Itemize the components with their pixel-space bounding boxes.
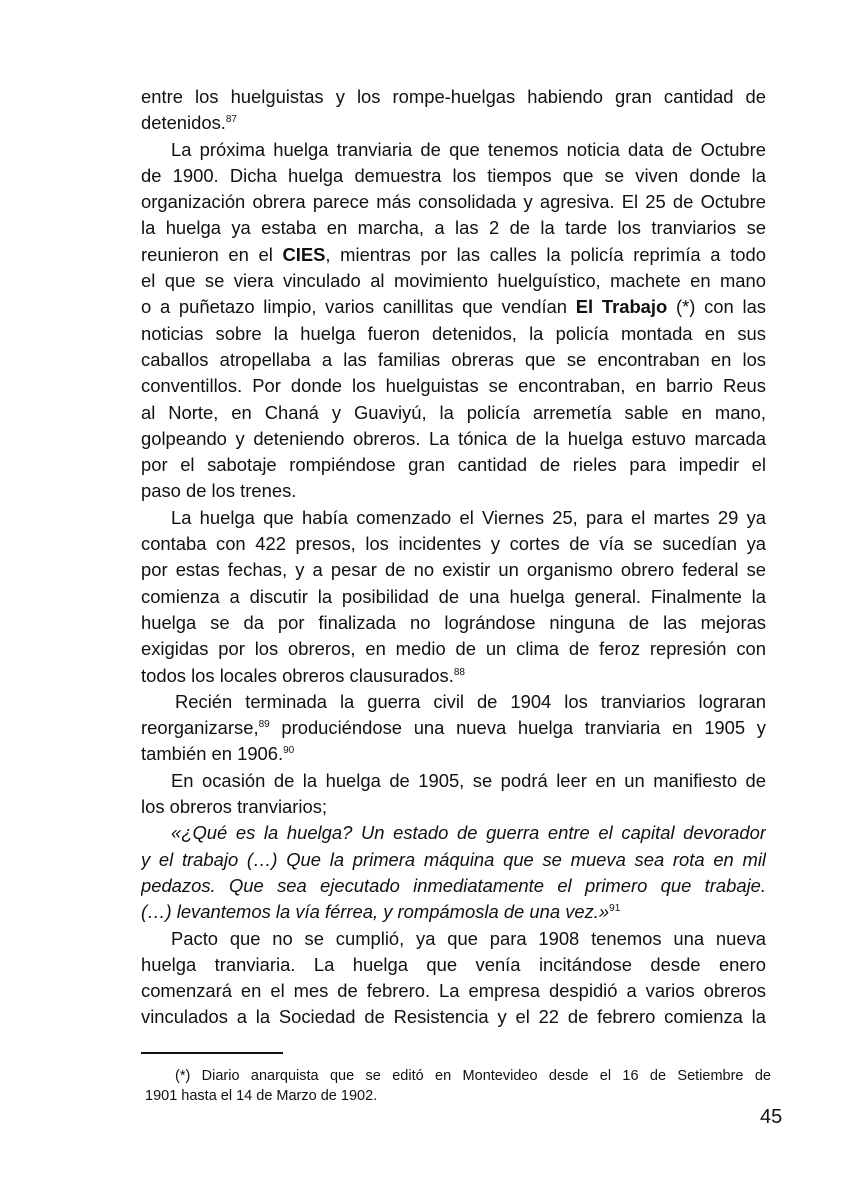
text-line: de 1900. Dicha huelga demuestra los tiempos que se viven donde la — [141, 164, 766, 186]
text-line: Pacto que no se cumplió, ya que para 1908 tenemos una nueva — [171, 927, 766, 949]
footnote-ref[interactable]: 87 — [225, 114, 237, 126]
text-span: o a puñetazo limpio, varios canillitas que vendían — [141, 296, 576, 318]
text-line: noticias sobre la huelga fueron detenidos, la policía montada en sus — [141, 322, 766, 344]
text-line: contaba con 422 presos, los incidentes y cortes de vía se sucedían ya — [141, 533, 766, 555]
text-line: la huelga ya estaba en marcha, a las 2 de la tarde los tranviarios se — [141, 217, 766, 239]
footnote-line: 1901 hasta el 14 de Marzo de 1902. — [145, 1088, 378, 1104]
page-body — [141, 84, 766, 1031]
text-span: produciéndose una nueva huelga tranviaria en 1905 y — [269, 717, 766, 739]
text-span: reunieron en el — [141, 243, 283, 265]
text-line — [141, 741, 766, 767]
quote-line — [141, 847, 766, 873]
footnote-ref[interactable]: 90 — [283, 745, 295, 757]
quote-text: y el trabajo (…) Que la primera máquina que se mueva sea rota en mil — [141, 848, 766, 870]
text-span: reorganizarse, — [141, 717, 259, 739]
text-line: La próxima huelga tranviaria de que tenemos noticia data de Octubre — [171, 138, 766, 160]
text-line: La huelga que había comenzado el Viernes 25, para el martes 29 ya — [171, 506, 766, 528]
quote-text: (…) levantemos la vía férrea, y rompámosla de una vez.» — [141, 901, 610, 923]
text-line: el que se viera vinculado al movimiento huelguístico, machete en mano — [141, 270, 766, 292]
text-line — [141, 294, 766, 320]
text-line: por estas fechas, y a pesar de no existir un organismo obrero federal se — [141, 559, 766, 581]
text-line: comienza a discutir la posibilidad de una huelga general. Finalmente la — [141, 585, 766, 607]
quote-line — [141, 873, 766, 899]
footnote — [145, 1066, 771, 1106]
quote-line — [141, 899, 766, 925]
footnote-ref[interactable]: 89 — [258, 719, 270, 731]
text-line: golpeando y deteniendo obreros. La tónica de la huelga estuvo marcada — [141, 427, 766, 449]
text-line: exigidas por los obreros, en medio de un clima de feroz represión con — [141, 638, 766, 660]
text-line: Recién terminada la guerra civil de 1904 los tranviarios lograran — [175, 690, 766, 712]
text-line: En ocasión de la huelga de 1905, se podrá leer en un manifiesto de — [171, 769, 766, 791]
text-line: los obreros tranviarios; — [141, 796, 328, 818]
text-line: organización obrera parece más consolidada y agresiva. El 25 de Octubre — [141, 191, 766, 213]
text-line — [141, 663, 766, 689]
quote-text: pedazos. Que sea ejecutado inmediatamente el primero que trabaje. — [141, 874, 766, 896]
footnote-divider — [141, 1052, 283, 1054]
footnote-line: (*) Diario anarquista que se editó en Montevideo desde el 16 de Setiembre de — [175, 1068, 771, 1084]
cies-bold: CIES — [282, 243, 326, 265]
text-line: paso de los trenes. — [141, 480, 297, 502]
text-line — [141, 242, 766, 268]
text-span: , mientras por las calles la policía reprimía a todo — [325, 243, 766, 265]
quote-text: «¿Qué es la huelga? Un estado de guerra entre el capital devorador — [171, 822, 766, 844]
text-line: caballos atropellaba a las familias obreras que se encontraban en los — [141, 348, 766, 370]
footnote-ref[interactable]: 88 — [453, 666, 465, 678]
text-line: al Norte, en Chaná y Guaviyú, la policía arremetía sable en mano, — [141, 401, 766, 423]
text-span: todos los locales obreros clausurados. — [141, 664, 454, 686]
text-span: también en 1906. — [141, 743, 284, 765]
page-number: 45 — [760, 1106, 783, 1128]
text-line — [141, 715, 766, 741]
text-line: conventillos. Por donde los huelguistas se encontraban, en barrio Reus — [141, 375, 766, 397]
text-line: huelga tranviaria. La huelga que venía incitándose desde enero — [141, 953, 766, 975]
text-span: detenidos. — [141, 112, 226, 134]
text-line: entre los huelguistas y los rompe-huelgas habiendo gran cantidad de — [141, 86, 766, 107]
text-line — [141, 110, 766, 136]
text-line: huelga se da por finalizada no lográndose ninguna de las mejoras — [141, 611, 766, 633]
el-trabajo-bold: El Trabajo — [575, 296, 668, 318]
text-line: vinculados a la Sociedad de Resistencia y el 22 de febrero comienza la — [141, 1006, 766, 1028]
footnote-ref[interactable]: 91 — [609, 903, 621, 915]
text-line: por el sabotaje rompiéndose gran cantidad de rieles para impedir el — [141, 454, 766, 476]
text-span: (*) con las — [667, 296, 766, 318]
quote-line — [141, 820, 766, 846]
text-line: comenzará en el mes de febrero. La empresa despidió a varios obreros — [141, 980, 766, 1002]
